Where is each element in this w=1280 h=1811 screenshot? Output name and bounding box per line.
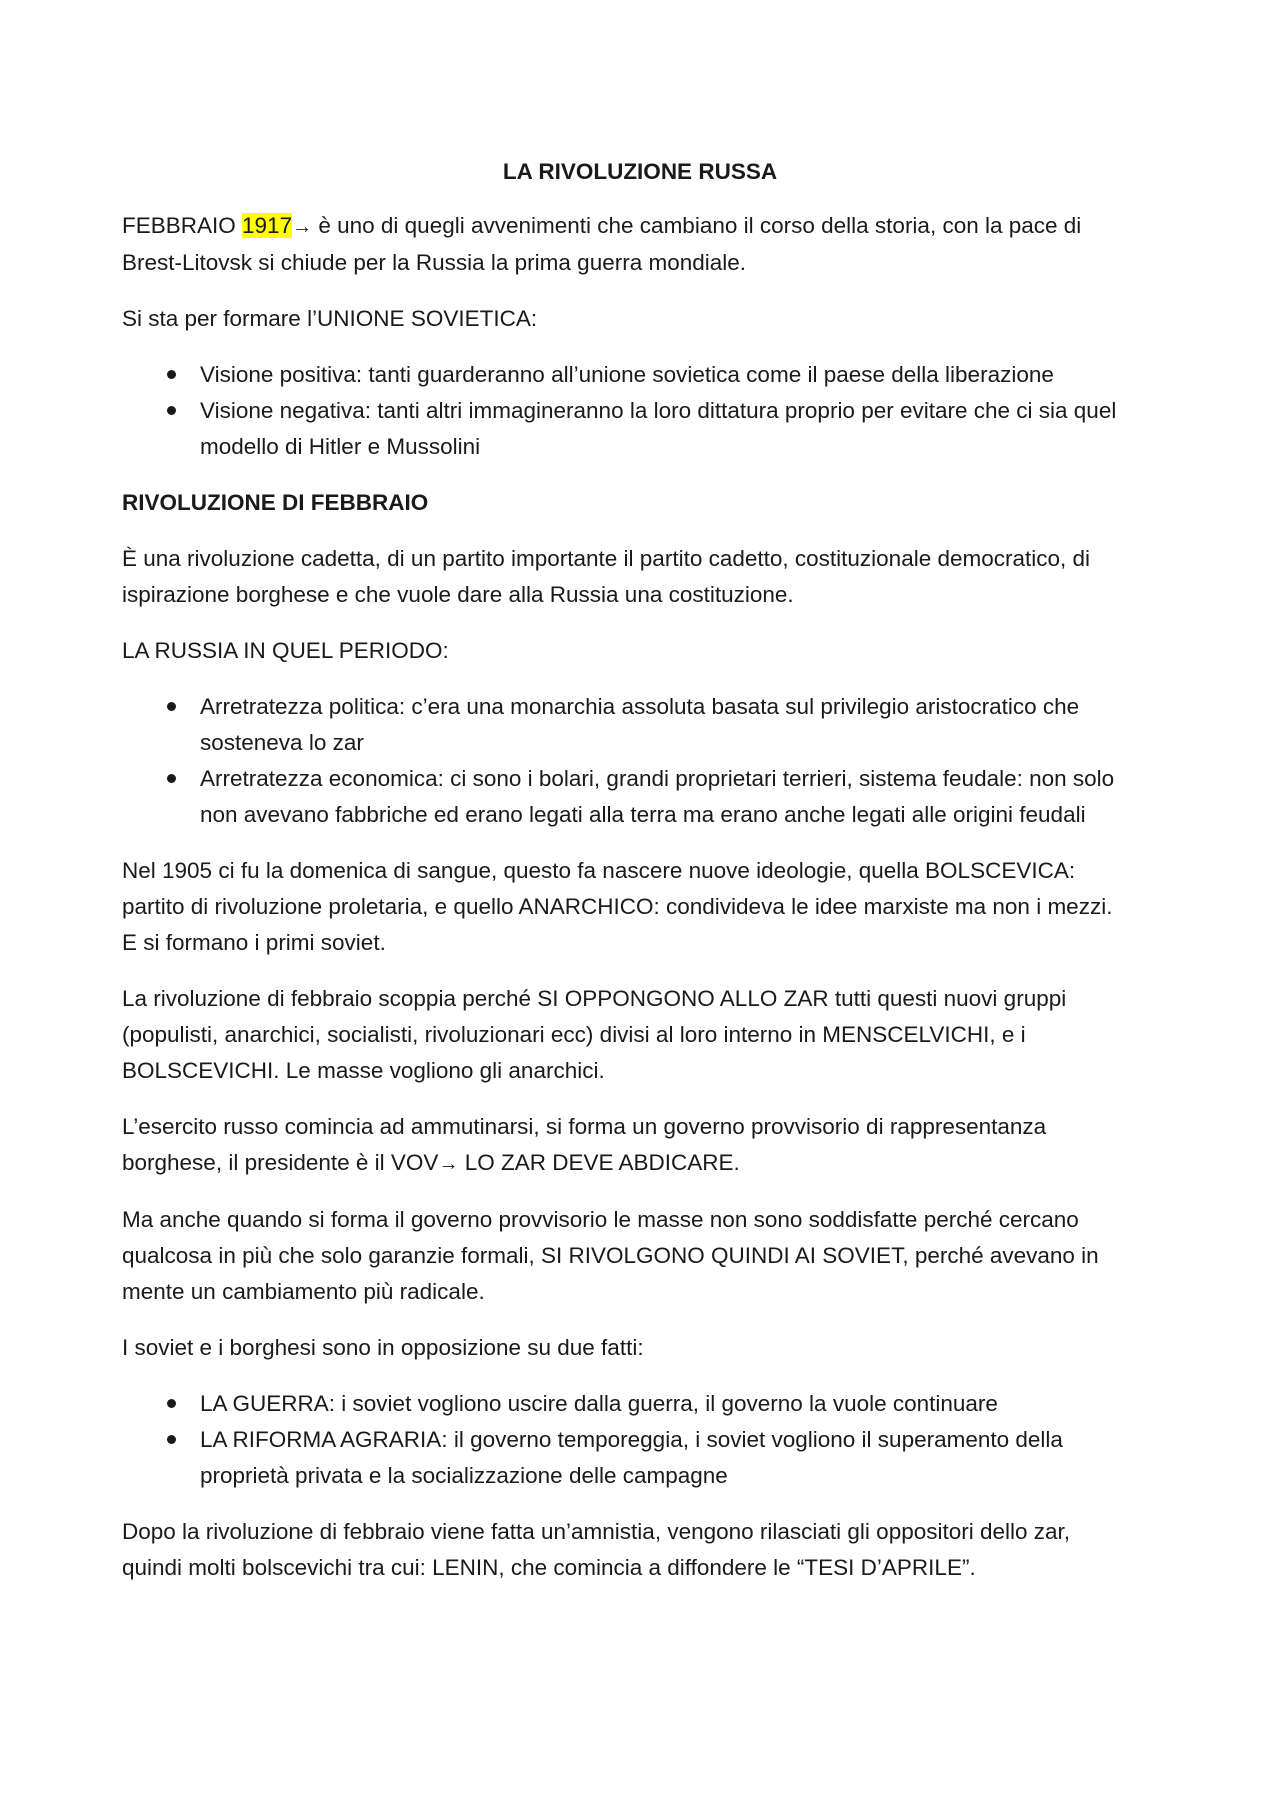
scoppio-paragraph: La rivoluzione di febbraio scoppia perché SI OPPONGONO ALLO ZAR tutti questi nuovi gruppi (populisti, anarchici, socialisti, rivoluzionari ecc) divisi al loro interno in MENSCELVICHI, e i BOLSCEVICHI. Le masse vogliono gli anarchici. [122,986,1067,1083]
fatti-list [122,1386,1130,1494]
masse-paragraph: Ma anche quando si forma il governo provvisorio le masse non sono soddisfatte perché cercano qualcosa in più che solo garanzie formali, SI RIVOLGONO QUINDI AI SOVIET, perché avevano in mente un cambiamento più radicale. [122,1207,1099,1304]
unione-intro: Si sta per formare l’UNIONE SOVIETICA: [122,306,538,331]
list-item: LA RIFORMA AGRARIA: il governo temporeggia, i soviet vogliono il superamento della proprietà privata e la socializzazione delle campagne [122,1422,1130,1494]
section-heading: RIVOLUZIONE DI FEBBRAIO [122,490,429,515]
list-item: Arretratezza economica: ci sono i bolari, grandi proprietari terrieri, sistema feudale: non solo non avevano fabbriche ed erano legati alla terra ma erano anche legati alle origini feudali [122,761,1130,833]
amnistia-paragraph: Dopo la rivoluzione di febbraio viene fatta un’amnistia, vengono rilasciati gli oppositori dello zar, quindi molti bolscevichi tra cui: LENIN, che comincia a diffondere le “TESI D’APRILE”. [122,1519,1071,1580]
list-item: LA GUERRA: i soviet vogliono uscire dalla guerra, il governo la vuole continuare [122,1386,1130,1422]
opposizione-intro: I soviet e i borghesi sono in opposizione su due fatti: [122,1335,644,1360]
esercito-paragraph [122,1109,1130,1182]
cadetta-paragraph: È una rivoluzione cadetta, di un partito importante il partito cadetto, costituzionale democratico, di ispirazione borghese e che vuole dare alla Russia una costituzione. [122,546,1091,607]
esercito-lead: L’esercito russo comincia ad ammutinarsi, si forma un governo provvisorio di rappresentanza borghese, il presidente è il VOV [122,1114,1047,1175]
list-item: Visione negativa: tanti altri immagineranno la loro dittatura proprio per evitare che ci sia quel modello di Hitler e Mussolini [122,393,1130,465]
list-item: Arretratezza politica: c’era una monarchia assoluta basata sul privilegio aristocratico che sosteneva lo zar [122,689,1130,761]
visioni-list [122,357,1130,465]
p1905-paragraph: Nel 1905 ci fu la domenica di sangue, questo fa nascere nuove ideologie, quella BOLSCEVICA: partito di rivoluzione proletaria, e quello ANARCHICO: condivideva le idee marxiste ma non i mezzi. E si formano i primi soviet. [122,858,1113,955]
intro-lead: FEBBRAIO [122,213,243,238]
periodo-intro: LA RUSSIA IN QUEL PERIODO: [122,638,449,663]
list-item: Visione positiva: tanti guarderanno all’unione sovietica come il paese della liberazione [122,357,1130,393]
intro-paragraph [122,208,1130,281]
page-title: LA RIVOLUZIONE RUSSA [502,159,778,184]
arretratezze-list [122,689,1130,833]
esercito-rest: LO ZAR DEVE ABDICARE. [458,1150,740,1175]
highlighted-year: 1917 [242,213,293,238]
intro-rest: è uno di quegli avvenimenti che cambiano il corso della storia, con la pace di Brest-Litovsk si chiude per la Russia la prima guerra mondiale. [122,213,1082,275]
arrow-icon: → [438,1153,459,1175]
arrow-icon: → [292,216,313,238]
